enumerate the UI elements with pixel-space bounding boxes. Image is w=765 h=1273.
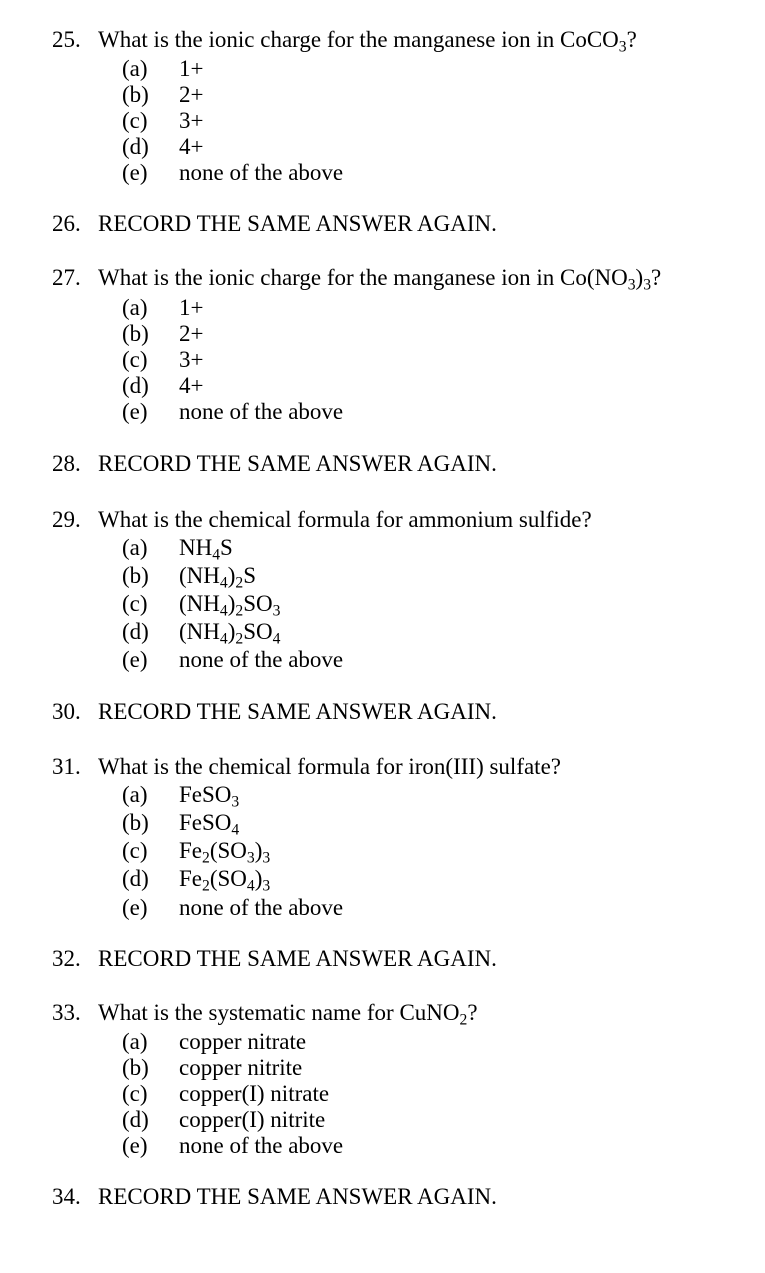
answer-option bbox=[122, 782, 240, 811]
option-text: $(NH_4)_2SO_3$ bbox=[179, 591, 281, 620]
answer-option bbox=[122, 347, 203, 373]
option-label: (e) bbox=[122, 895, 148, 920]
answer-option bbox=[122, 160, 343, 186]
option-label: (b) bbox=[122, 321, 149, 346]
question-number: 25. bbox=[52, 27, 81, 52]
option-text: $(NH_4)_2SO_4$ bbox=[179, 619, 281, 648]
option-text: copper(I) nitrite bbox=[179, 1107, 326, 1132]
question-number: 28. bbox=[52, 451, 81, 476]
question-text: What is the chemical formula for ammonium sulfide? bbox=[98, 507, 592, 532]
option-label: (c) bbox=[122, 591, 148, 616]
question-25 bbox=[52, 27, 637, 56]
option-text: 4+ bbox=[179, 134, 204, 159]
option-text: FeSO$_3$ bbox=[179, 782, 240, 811]
option-label: (a) bbox=[122, 1029, 148, 1054]
option-label: (e) bbox=[122, 647, 148, 672]
answer-option bbox=[122, 591, 281, 620]
option-text: copper(I) nitrate bbox=[179, 1081, 330, 1106]
option-label: (d) bbox=[122, 866, 149, 891]
answer-option bbox=[122, 1081, 329, 1107]
question-number: 32. bbox=[52, 946, 81, 971]
option-text: 3+ bbox=[179, 108, 204, 133]
question-number: 27. bbox=[52, 265, 81, 290]
option-label: (d) bbox=[122, 619, 149, 644]
answer-option bbox=[122, 134, 203, 160]
option-label: (c) bbox=[122, 108, 148, 133]
option-label: (a) bbox=[122, 782, 148, 807]
option-text: 2+ bbox=[179, 82, 204, 107]
question-28 bbox=[52, 451, 497, 477]
option-text: 4+ bbox=[179, 373, 204, 398]
question-text: What is the ionic charge for the manganese ion in $Co(NO_3)_3$? bbox=[98, 265, 662, 294]
question-text: RECORD THE SAME ANSWER AGAIN. bbox=[98, 451, 497, 476]
option-label: (b) bbox=[122, 563, 149, 588]
question-number: 29. bbox=[52, 507, 81, 532]
option-label: (b) bbox=[122, 810, 149, 835]
answer-option bbox=[122, 1133, 343, 1159]
question-text: What is the systematic name for CuNO$_2$? bbox=[98, 1000, 478, 1029]
question-number: 26. bbox=[52, 211, 81, 236]
option-text: FeSO$_4$ bbox=[179, 810, 240, 839]
option-label: (c) bbox=[122, 347, 148, 372]
option-text: copper nitrite bbox=[179, 1055, 303, 1080]
question-30 bbox=[52, 699, 497, 725]
option-text: none of the above bbox=[179, 895, 344, 920]
option-label: (e) bbox=[122, 1133, 148, 1158]
answer-option bbox=[122, 810, 240, 839]
option-label: (d) bbox=[122, 1107, 149, 1132]
option-text: 1+ bbox=[179, 56, 204, 81]
answer-option bbox=[122, 895, 343, 921]
option-text: 2+ bbox=[179, 321, 204, 346]
option-label: (d) bbox=[122, 134, 149, 159]
question-27 bbox=[52, 265, 662, 294]
option-label: (a) bbox=[122, 295, 148, 320]
option-label: (b) bbox=[122, 82, 149, 107]
question-number: 30. bbox=[52, 699, 81, 724]
option-text: none of the above bbox=[179, 647, 344, 672]
option-text: none of the above bbox=[179, 160, 344, 185]
question-number: 33. bbox=[52, 1000, 81, 1025]
option-label: (e) bbox=[122, 399, 148, 424]
question-26 bbox=[52, 211, 497, 237]
answer-option bbox=[122, 1029, 306, 1055]
answer-option bbox=[122, 647, 343, 673]
answer-option bbox=[122, 56, 203, 82]
option-text: none of the above bbox=[179, 399, 344, 424]
answer-option bbox=[122, 619, 281, 648]
answer-option bbox=[122, 838, 271, 867]
answer-option bbox=[122, 535, 233, 564]
option-label: (b) bbox=[122, 1055, 149, 1080]
answer-option bbox=[122, 321, 203, 347]
question-text: What is the chemical formula for iron(III) sulfate? bbox=[98, 754, 561, 779]
option-label: (c) bbox=[122, 838, 148, 863]
option-text: $(NH_4)_2S$ bbox=[179, 563, 256, 592]
answer-option bbox=[122, 373, 203, 399]
question-number: 34. bbox=[52, 1184, 81, 1209]
option-text: 3+ bbox=[179, 347, 204, 372]
answer-option bbox=[122, 1107, 325, 1133]
question-text: RECORD THE SAME ANSWER AGAIN. bbox=[98, 211, 497, 236]
question-text: RECORD THE SAME ANSWER AGAIN. bbox=[98, 1184, 497, 1209]
question-29 bbox=[52, 507, 592, 533]
question-text: RECORD THE SAME ANSWER AGAIN. bbox=[98, 699, 497, 724]
option-text: $NH_4S$ bbox=[179, 535, 233, 564]
answer-option bbox=[122, 1055, 302, 1081]
question-text: What is the ionic charge for the manganese ion in CoCO$_3$? bbox=[98, 27, 637, 56]
question-number: 31. bbox=[52, 754, 81, 779]
option-text: $Fe_2(SO_4)_3$ bbox=[179, 866, 271, 895]
option-label: (d) bbox=[122, 373, 149, 398]
question-text: RECORD THE SAME ANSWER AGAIN. bbox=[98, 946, 497, 971]
answer-option bbox=[122, 82, 203, 108]
answer-option bbox=[122, 866, 271, 895]
question-31 bbox=[52, 754, 561, 780]
option-label: (a) bbox=[122, 56, 148, 81]
answer-option bbox=[122, 399, 343, 425]
question-33 bbox=[52, 1000, 478, 1029]
option-text: 1+ bbox=[179, 295, 204, 320]
option-label: (a) bbox=[122, 535, 148, 560]
option-text: copper nitrate bbox=[179, 1029, 307, 1054]
question-34 bbox=[52, 1184, 497, 1210]
question-32 bbox=[52, 946, 497, 972]
option-text: none of the above bbox=[179, 1133, 344, 1158]
answer-option bbox=[122, 563, 256, 592]
option-text: $Fe_2(SO_3)_3$ bbox=[179, 838, 271, 867]
option-label: (e) bbox=[122, 160, 148, 185]
option-label: (c) bbox=[122, 1081, 148, 1106]
answer-option bbox=[122, 295, 203, 321]
answer-option bbox=[122, 108, 203, 134]
